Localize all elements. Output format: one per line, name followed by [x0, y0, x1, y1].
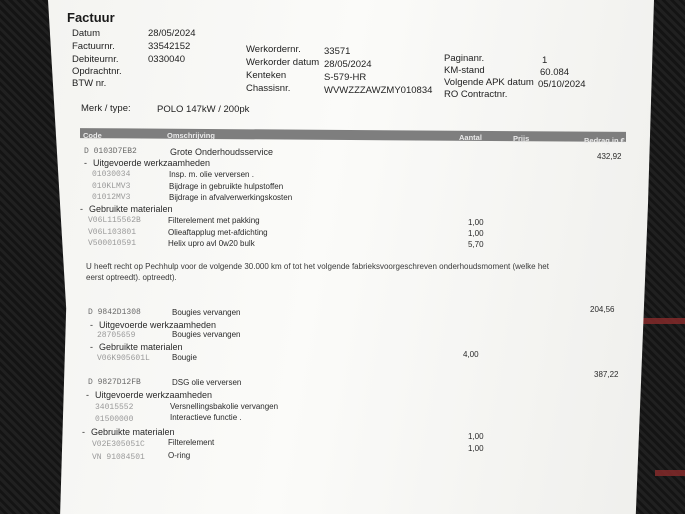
material-code: V500010591 — [88, 239, 137, 248]
column-amount: Bedrag in € — [584, 136, 625, 145]
material-description: Bougie — [172, 353, 197, 362]
label-order-number: Opdrachtnr. — [72, 66, 122, 77]
column-price: Prijs — [513, 134, 530, 143]
label-next-apk-date: Volgende APK datum — [444, 77, 534, 88]
section-code: D 9827D12FB — [88, 378, 141, 387]
section-amount: 204,56 — [590, 305, 615, 314]
material-description: Filterelement — [168, 438, 215, 447]
label-license-plate: Kenteken — [246, 70, 287, 81]
work-header: Uitgevoerde werkzaamheden — [93, 158, 211, 168]
seat-stripe — [655, 470, 685, 476]
material-description: O-ring — [168, 451, 191, 460]
work-description: Insp. m. olie verversen . — [169, 170, 254, 179]
label-vat-number: BTW nr. — [72, 78, 107, 89]
work-header: Uitgevoerde werkzaamheden — [99, 320, 217, 330]
section-description: Bougies vervangen — [172, 308, 241, 317]
bullet-dash: - — [84, 158, 87, 168]
column-description: Omschrijving — [167, 131, 215, 140]
label-debtor-number: Debiteurnr. — [72, 54, 119, 65]
bullet-dash: - — [86, 390, 89, 400]
material-quantity: 4,00 — [463, 350, 479, 359]
value-chassis-number: WVWZZZAWZMY010834 — [324, 85, 433, 96]
materials-header: Gebruikte materialen — [99, 342, 183, 352]
column-quantity: Aantal — [459, 133, 482, 142]
value-workorder-date: 28/05/2024 — [324, 59, 372, 70]
label-date: Datum — [72, 28, 100, 39]
material-quantity: 5,70 — [468, 240, 484, 249]
value-km-reading: 60.084 — [540, 67, 570, 78]
material-quantity: 1,00 — [468, 444, 484, 453]
label-km-reading: KM-stand — [444, 65, 485, 76]
work-description: Bougies vervangen — [172, 330, 241, 339]
bullet-dash: - — [82, 427, 85, 437]
work-header: Uitgevoerde werkzaamheden — [95, 390, 213, 400]
material-quantity: 1,00 — [468, 218, 484, 227]
work-code: 28705659 — [97, 331, 136, 340]
label-chassis-number: Chassisnr. — [246, 83, 291, 94]
section-code: D 9842D1308 — [88, 308, 141, 317]
label-ro-contract-number: RO Contractnr. — [444, 89, 508, 100]
work-description: Bijdrage in afvalverwerkingskosten — [169, 193, 293, 202]
work-code: 34015552 — [95, 403, 134, 412]
work-code: 01500000 — [95, 415, 134, 424]
value-debtor-number: 0330040 — [148, 54, 185, 65]
material-code: V06L115562B — [88, 216, 141, 225]
section-description: Grote Onderhoudsservice — [170, 147, 274, 157]
label-workorder-number: Werkordernr. — [246, 44, 301, 55]
work-description: Versnellingsbakolie vervangen — [170, 402, 279, 411]
material-description: Olieaftapplug met-afdichting — [168, 228, 268, 237]
work-code: 010KLMV3 — [92, 182, 131, 191]
bullet-dash: - — [90, 320, 93, 330]
material-quantity: 1,00 — [468, 229, 484, 238]
column-code: Code — [83, 131, 102, 140]
value-license-plate: S-579-HR — [324, 72, 367, 83]
section-amount: 432,92 — [597, 152, 622, 161]
label-page-number: Paginanr. — [444, 53, 485, 64]
section-description: DSG olie verversen — [172, 378, 242, 387]
value-workorder-number: 33571 — [324, 46, 351, 57]
work-description: Bijdrage in gebruikte hulpstoffen — [169, 182, 284, 191]
material-code: V06K905601L — [97, 354, 150, 363]
bullet-dash: - — [90, 342, 93, 352]
label-workorder-date: Werkorder datum — [246, 57, 320, 68]
work-description: Interactieve functie . — [170, 413, 242, 422]
work-code: 01012MV3 — [92, 193, 131, 202]
bullet-dash: - — [80, 204, 83, 214]
work-code: 01030034 — [92, 170, 131, 179]
materials-header: Gebruikte materialen — [91, 427, 175, 437]
materials-header: Gebruikte materialen — [89, 204, 173, 214]
material-description: Filterelement met pakking — [168, 216, 260, 225]
section-amount: 387,22 — [594, 370, 619, 379]
value-page-number: 1 — [542, 55, 548, 66]
vehicle-label: Merk / type: — [81, 103, 131, 114]
label-invoice-number: Factuurnr. — [72, 41, 115, 52]
material-description: Helix upro avl 0w20 bulk — [168, 239, 255, 248]
material-code: V06L103801 — [88, 228, 137, 237]
material-code: VN 91084501 — [92, 453, 145, 462]
material-quantity: 1,00 — [468, 432, 484, 441]
value-next-apk-date: 05/10/2024 — [538, 79, 586, 90]
material-code: V02E305051C — [92, 440, 145, 449]
invoice-title: Factuur — [67, 10, 115, 25]
value-date: 28/05/2024 — [148, 28, 196, 39]
section-code: D 0103D7EB2 — [84, 147, 137, 156]
value-invoice-number: 33542152 — [148, 41, 191, 52]
pechhulp-note: U heeft recht op Pechhulp voor de volgende 30.000 km of tot het volgende fabrieksvoorgeschreven onderhoudsmoment (welke het eerst optreedt). optreedt). — [86, 262, 549, 282]
vehicle-value: POLO 147kW / 200pk — [157, 104, 250, 115]
